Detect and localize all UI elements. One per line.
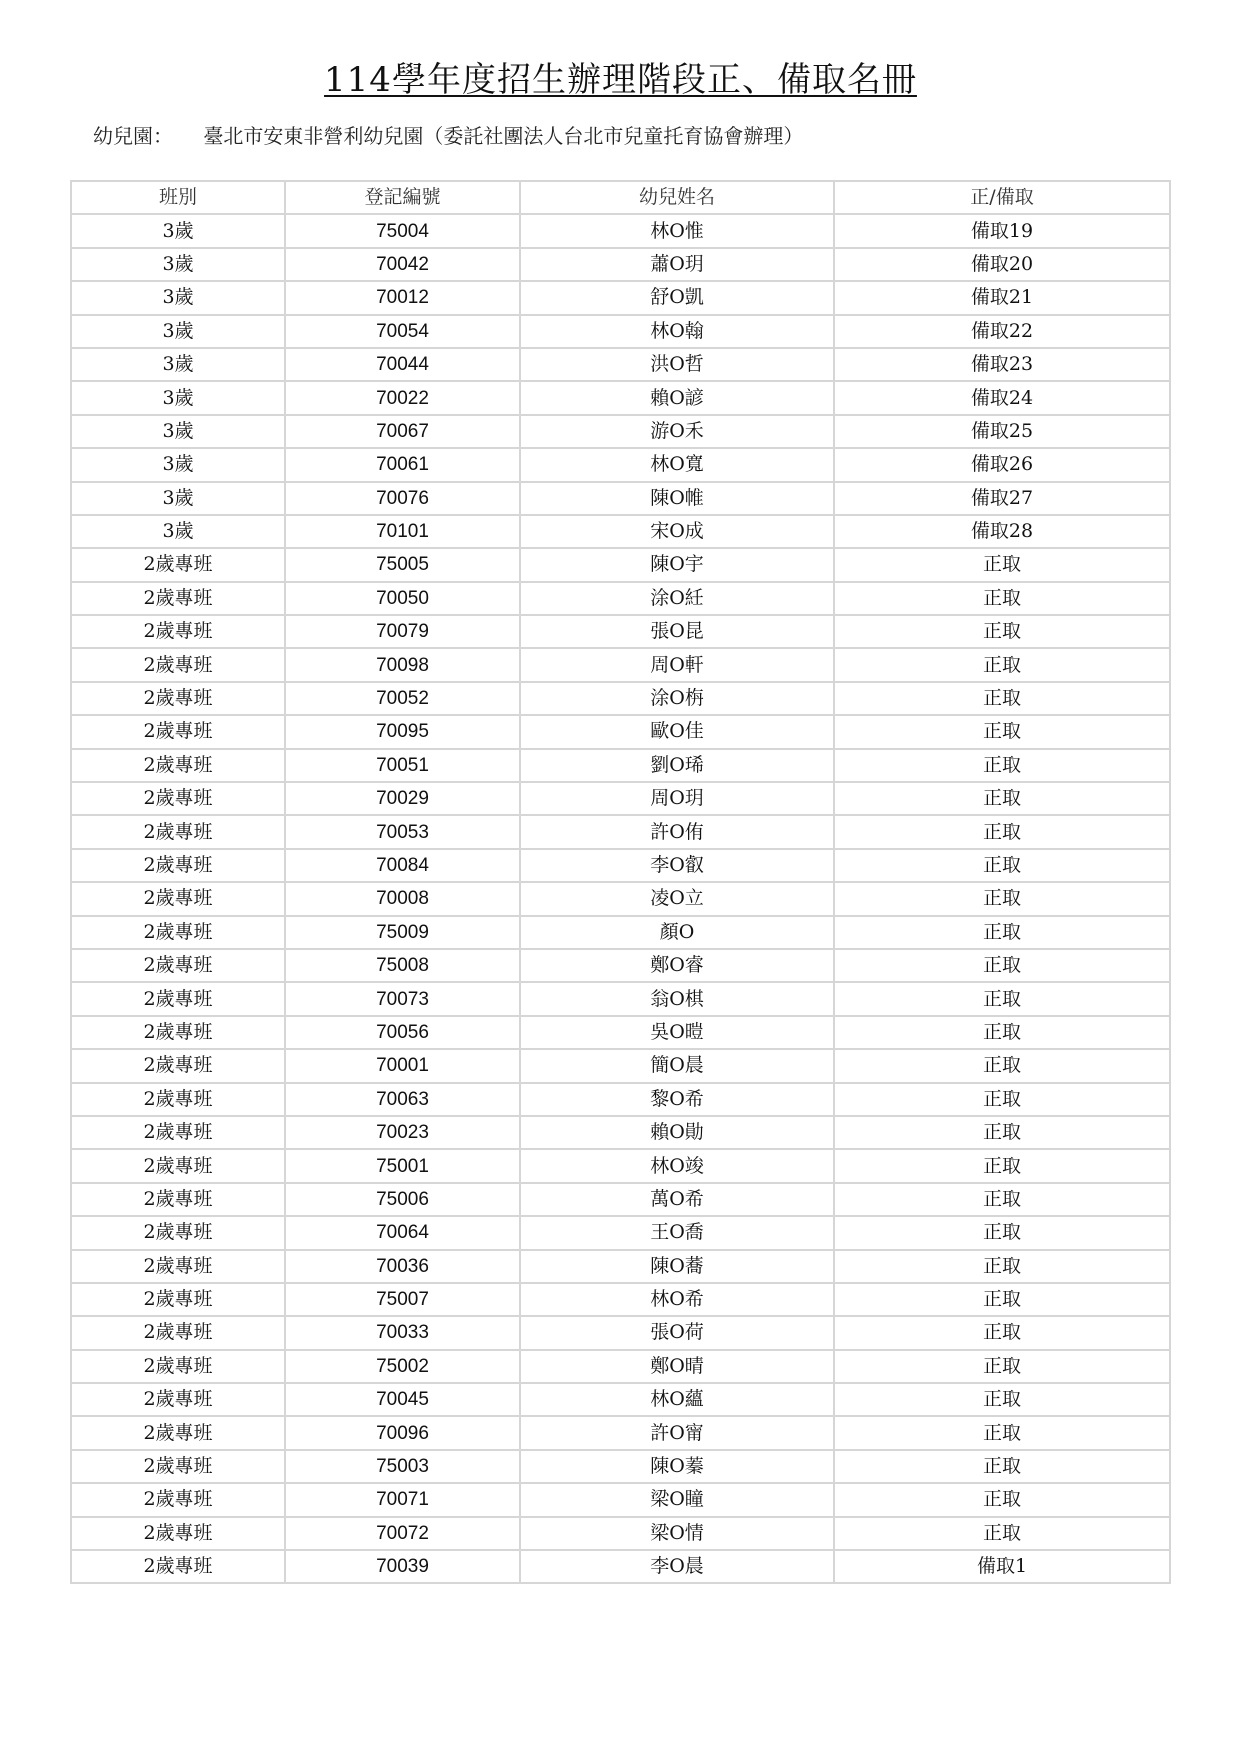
child-name-cell: 洪O哲 (520, 348, 834, 381)
registration-number-cell: 75003 (285, 1450, 520, 1483)
class-cell: 2歲專班 (71, 1416, 285, 1449)
class-cell: 2歲專班 (71, 1216, 285, 1249)
table-row (71, 1350, 1170, 1383)
admission-status-cell: 備取24 (834, 381, 1170, 414)
class-cell: 2歲專班 (71, 615, 285, 648)
registration-number-cell: 70079 (285, 615, 520, 648)
child-name-cell: 陳O帷 (520, 482, 834, 515)
admission-status-cell: 備取26 (834, 448, 1170, 481)
table-row (71, 515, 1170, 548)
class-cell: 2歲專班 (71, 1283, 285, 1316)
table-row (71, 482, 1170, 515)
registration-number-cell: 70072 (285, 1517, 520, 1550)
table-row (71, 982, 1170, 1015)
table-row (71, 1316, 1170, 1349)
class-cell: 2歲專班 (71, 1550, 285, 1583)
registration-number-cell: 70096 (285, 1416, 520, 1449)
admission-status-cell: 備取1 (834, 1550, 1170, 1583)
admission-list-table (70, 180, 1171, 1584)
registration-number-cell: 75006 (285, 1183, 520, 1216)
registration-number-cell: 70023 (285, 1116, 520, 1149)
table-row (71, 248, 1170, 281)
class-cell: 2歲專班 (71, 1250, 285, 1283)
table-row (71, 1383, 1170, 1416)
child-name-cell: 涂O紝 (520, 582, 834, 615)
child-name-cell: 林O竣 (520, 1149, 834, 1182)
admission-status-cell: 備取19 (834, 214, 1170, 247)
child-name-cell: 林O惟 (520, 214, 834, 247)
registration-number-cell: 70001 (285, 1049, 520, 1082)
registration-number-cell: 75008 (285, 949, 520, 982)
registration-number-cell: 75005 (285, 548, 520, 581)
registration-number-cell: 70064 (285, 1216, 520, 1249)
header-class: 班別 (71, 181, 285, 214)
child-name-cell: 許O侑 (520, 815, 834, 848)
child-name-cell: 簡O晨 (520, 1049, 834, 1082)
table-row (71, 715, 1170, 748)
child-name-cell: 蕭O玥 (520, 248, 834, 281)
document-title-text: 114學年度招生辦理階段正、備取名冊 (324, 60, 917, 100)
admission-status-cell: 備取23 (834, 348, 1170, 381)
child-name-cell: 陳O宇 (520, 548, 834, 581)
admission-status-cell: 正取 (834, 982, 1170, 1015)
child-name-cell: 翁O棋 (520, 982, 834, 1015)
child-name-cell: 萬O希 (520, 1183, 834, 1216)
child-name-cell: 黎O希 (520, 1083, 834, 1116)
admission-status-cell: 備取20 (834, 248, 1170, 281)
admission-status-cell: 正取 (834, 1517, 1170, 1550)
registration-number-cell: 70051 (285, 749, 520, 782)
admission-status-cell: 正取 (834, 949, 1170, 982)
admission-status-cell: 正取 (834, 648, 1170, 681)
class-cell: 2歲專班 (71, 1016, 285, 1049)
table-row (71, 782, 1170, 815)
table-body (71, 214, 1170, 1583)
table-row (71, 1049, 1170, 1082)
school-label: 幼兒園： (93, 124, 173, 148)
class-cell: 2歲專班 (71, 949, 285, 982)
class-cell: 2歲專班 (71, 782, 285, 815)
child-name-cell: 舒O凱 (520, 281, 834, 314)
child-name-cell: 鄭O晴 (520, 1350, 834, 1383)
admission-status-cell: 正取 (834, 882, 1170, 915)
table-row (71, 415, 1170, 448)
admission-status-cell: 正取 (834, 682, 1170, 715)
table-row (71, 682, 1170, 715)
registration-number-cell: 70036 (285, 1250, 520, 1283)
admission-status-cell: 正取 (834, 1283, 1170, 1316)
class-cell: 2歲專班 (71, 882, 285, 915)
table-row (71, 381, 1170, 414)
table-row (71, 348, 1170, 381)
table-row (71, 849, 1170, 882)
table-header-row (71, 181, 1170, 214)
class-cell: 3歲 (71, 214, 285, 247)
admission-status-cell: 正取 (834, 782, 1170, 815)
registration-number-cell: 70053 (285, 815, 520, 848)
registration-number-cell: 70098 (285, 648, 520, 681)
class-cell: 3歲 (71, 448, 285, 481)
child-name-cell: 賴O勛 (520, 1116, 834, 1149)
registration-number-cell: 70044 (285, 348, 520, 381)
child-name-cell: 梁O情 (520, 1517, 834, 1550)
registration-number-cell: 75004 (285, 214, 520, 247)
class-cell: 2歲專班 (71, 982, 285, 1015)
registration-number-cell: 70012 (285, 281, 520, 314)
table-row (71, 281, 1170, 314)
registration-number-cell: 75007 (285, 1283, 520, 1316)
class-cell: 2歲專班 (71, 1517, 285, 1550)
class-cell: 3歲 (71, 415, 285, 448)
class-cell: 2歲專班 (71, 1450, 285, 1483)
class-cell: 2歲專班 (71, 1483, 285, 1516)
registration-number-cell: 75002 (285, 1350, 520, 1383)
admission-status-cell: 正取 (834, 615, 1170, 648)
child-name-cell: 涂O栴 (520, 682, 834, 715)
table-row (71, 1517, 1170, 1550)
document-title (0, 58, 1241, 102)
registration-number-cell: 70052 (285, 682, 520, 715)
table-row (71, 1183, 1170, 1216)
class-cell: 3歲 (71, 348, 285, 381)
admission-status-cell: 正取 (834, 1383, 1170, 1416)
admission-status-cell: 備取28 (834, 515, 1170, 548)
table-row (71, 949, 1170, 982)
child-name-cell: 歐O佳 (520, 715, 834, 748)
registration-number-cell: 70042 (285, 248, 520, 281)
registration-number-cell: 75001 (285, 1149, 520, 1182)
table-row (71, 1116, 1170, 1149)
child-name-cell: 周O玥 (520, 782, 834, 815)
table-row (71, 1216, 1170, 1249)
admission-status-cell: 正取 (834, 1016, 1170, 1049)
child-name-cell: 林O希 (520, 1283, 834, 1316)
admission-status-cell: 正取 (834, 749, 1170, 782)
registration-number-cell: 70045 (285, 1383, 520, 1416)
child-name-cell: 張O昆 (520, 615, 834, 648)
class-cell: 2歲專班 (71, 916, 285, 949)
header-admission-status: 正/備取 (834, 181, 1170, 214)
class-cell: 2歲專班 (71, 1183, 285, 1216)
admission-status-cell: 正取 (834, 548, 1170, 581)
child-name-cell: 賴O諺 (520, 381, 834, 414)
admission-status-cell: 正取 (834, 1216, 1170, 1249)
child-name-cell: 周O軒 (520, 648, 834, 681)
class-cell: 2歲專班 (71, 648, 285, 681)
table-row (71, 815, 1170, 848)
table-row (71, 916, 1170, 949)
registration-number-cell: 70054 (285, 315, 520, 348)
admission-status-cell: 正取 (834, 1049, 1170, 1082)
child-name-cell: 陳O蕎 (520, 1250, 834, 1283)
class-cell: 2歲專班 (71, 815, 285, 848)
registration-number-cell: 70039 (285, 1550, 520, 1583)
child-name-cell: 陳O蓁 (520, 1450, 834, 1483)
class-cell: 3歲 (71, 482, 285, 515)
child-name-cell: 宋O成 (520, 515, 834, 548)
child-name-cell: 李O叡 (520, 849, 834, 882)
child-name-cell: 吳O暟 (520, 1016, 834, 1049)
class-cell: 2歲專班 (71, 1083, 285, 1116)
table-row (71, 548, 1170, 581)
header-child-name: 幼兒姓名 (520, 181, 834, 214)
class-cell: 2歲專班 (71, 749, 285, 782)
class-cell: 2歲專班 (71, 1149, 285, 1182)
table-row (71, 1016, 1170, 1049)
registration-number-cell: 70101 (285, 515, 520, 548)
registration-number-cell: 70061 (285, 448, 520, 481)
registration-number-cell: 70022 (285, 381, 520, 414)
admission-status-cell: 正取 (834, 1183, 1170, 1216)
child-name-cell: 鄭O睿 (520, 949, 834, 982)
admission-status-cell: 正取 (834, 815, 1170, 848)
table-row (71, 1550, 1170, 1583)
admission-status-cell: 正取 (834, 1350, 1170, 1383)
registration-number-cell: 70063 (285, 1083, 520, 1116)
table-row (71, 1250, 1170, 1283)
admission-status-cell: 正取 (834, 715, 1170, 748)
admission-status-cell: 正取 (834, 1316, 1170, 1349)
table-row (71, 1416, 1170, 1449)
admission-status-cell: 正取 (834, 1483, 1170, 1516)
registration-number-cell: 70050 (285, 582, 520, 615)
admission-status-cell: 正取 (834, 916, 1170, 949)
table-row (71, 1149, 1170, 1182)
school-info (93, 122, 803, 150)
child-name-cell: 游O禾 (520, 415, 834, 448)
table-row (71, 1083, 1170, 1116)
child-name-cell: 林O翰 (520, 315, 834, 348)
class-cell: 2歲專班 (71, 1383, 285, 1416)
class-cell: 2歲專班 (71, 849, 285, 882)
table-row (71, 448, 1170, 481)
admission-status-cell: 正取 (834, 1116, 1170, 1149)
class-cell: 2歲專班 (71, 548, 285, 581)
class-cell: 2歲專班 (71, 582, 285, 615)
table-row (71, 214, 1170, 247)
class-cell: 2歲專班 (71, 1049, 285, 1082)
admission-status-cell: 正取 (834, 1149, 1170, 1182)
table-row (71, 1283, 1170, 1316)
class-cell: 2歲專班 (71, 682, 285, 715)
table-row (71, 648, 1170, 681)
class-cell: 3歲 (71, 281, 285, 314)
table-row (71, 749, 1170, 782)
registration-number-cell: 70067 (285, 415, 520, 448)
child-name-cell: 王O喬 (520, 1216, 834, 1249)
header-registration-number: 登記編號 (285, 181, 520, 214)
admission-status-cell: 正取 (834, 1416, 1170, 1449)
class-cell: 2歲專班 (71, 1316, 285, 1349)
registration-number-cell: 70056 (285, 1016, 520, 1049)
table-row (71, 315, 1170, 348)
child-name-cell: 許O甯 (520, 1416, 834, 1449)
class-cell: 2歲專班 (71, 1350, 285, 1383)
child-name-cell: 林O寬 (520, 448, 834, 481)
registration-number-cell: 70095 (285, 715, 520, 748)
admission-status-cell: 備取21 (834, 281, 1170, 314)
registration-number-cell: 70084 (285, 849, 520, 882)
registration-number-cell: 75009 (285, 916, 520, 949)
child-name-cell: 李O晨 (520, 1550, 834, 1583)
child-name-cell: 林O蘊 (520, 1383, 834, 1416)
child-name-cell: 凌O立 (520, 882, 834, 915)
table-row (71, 1483, 1170, 1516)
registration-number-cell: 70008 (285, 882, 520, 915)
class-cell: 3歲 (71, 515, 285, 548)
registration-number-cell: 70033 (285, 1316, 520, 1349)
table-row (71, 615, 1170, 648)
table-row (71, 1450, 1170, 1483)
admission-status-cell: 備取25 (834, 415, 1170, 448)
table-row (71, 882, 1170, 915)
admission-status-cell: 正取 (834, 849, 1170, 882)
admission-status-cell: 備取27 (834, 482, 1170, 515)
admission-status-cell: 正取 (834, 1450, 1170, 1483)
registration-number-cell: 70076 (285, 482, 520, 515)
registration-number-cell: 70029 (285, 782, 520, 815)
child-name-cell: 梁O瞳 (520, 1483, 834, 1516)
school-name: 臺北市安東非營利幼兒園（委託社團法人台北市兒童托育協會辦理） (203, 124, 804, 148)
child-name-cell: 顏O (520, 916, 834, 949)
admission-status-cell: 正取 (834, 1083, 1170, 1116)
class-cell: 2歲專班 (71, 715, 285, 748)
admission-status-cell: 正取 (834, 1250, 1170, 1283)
table-row (71, 582, 1170, 615)
child-name-cell: 張O荷 (520, 1316, 834, 1349)
class-cell: 2歲專班 (71, 1116, 285, 1149)
class-cell: 3歲 (71, 315, 285, 348)
admission-status-cell: 正取 (834, 582, 1170, 615)
class-cell: 3歲 (71, 381, 285, 414)
registration-number-cell: 70073 (285, 982, 520, 1015)
admission-status-cell: 備取22 (834, 315, 1170, 348)
class-cell: 3歲 (71, 248, 285, 281)
registration-number-cell: 70071 (285, 1483, 520, 1516)
child-name-cell: 劉O琋 (520, 749, 834, 782)
